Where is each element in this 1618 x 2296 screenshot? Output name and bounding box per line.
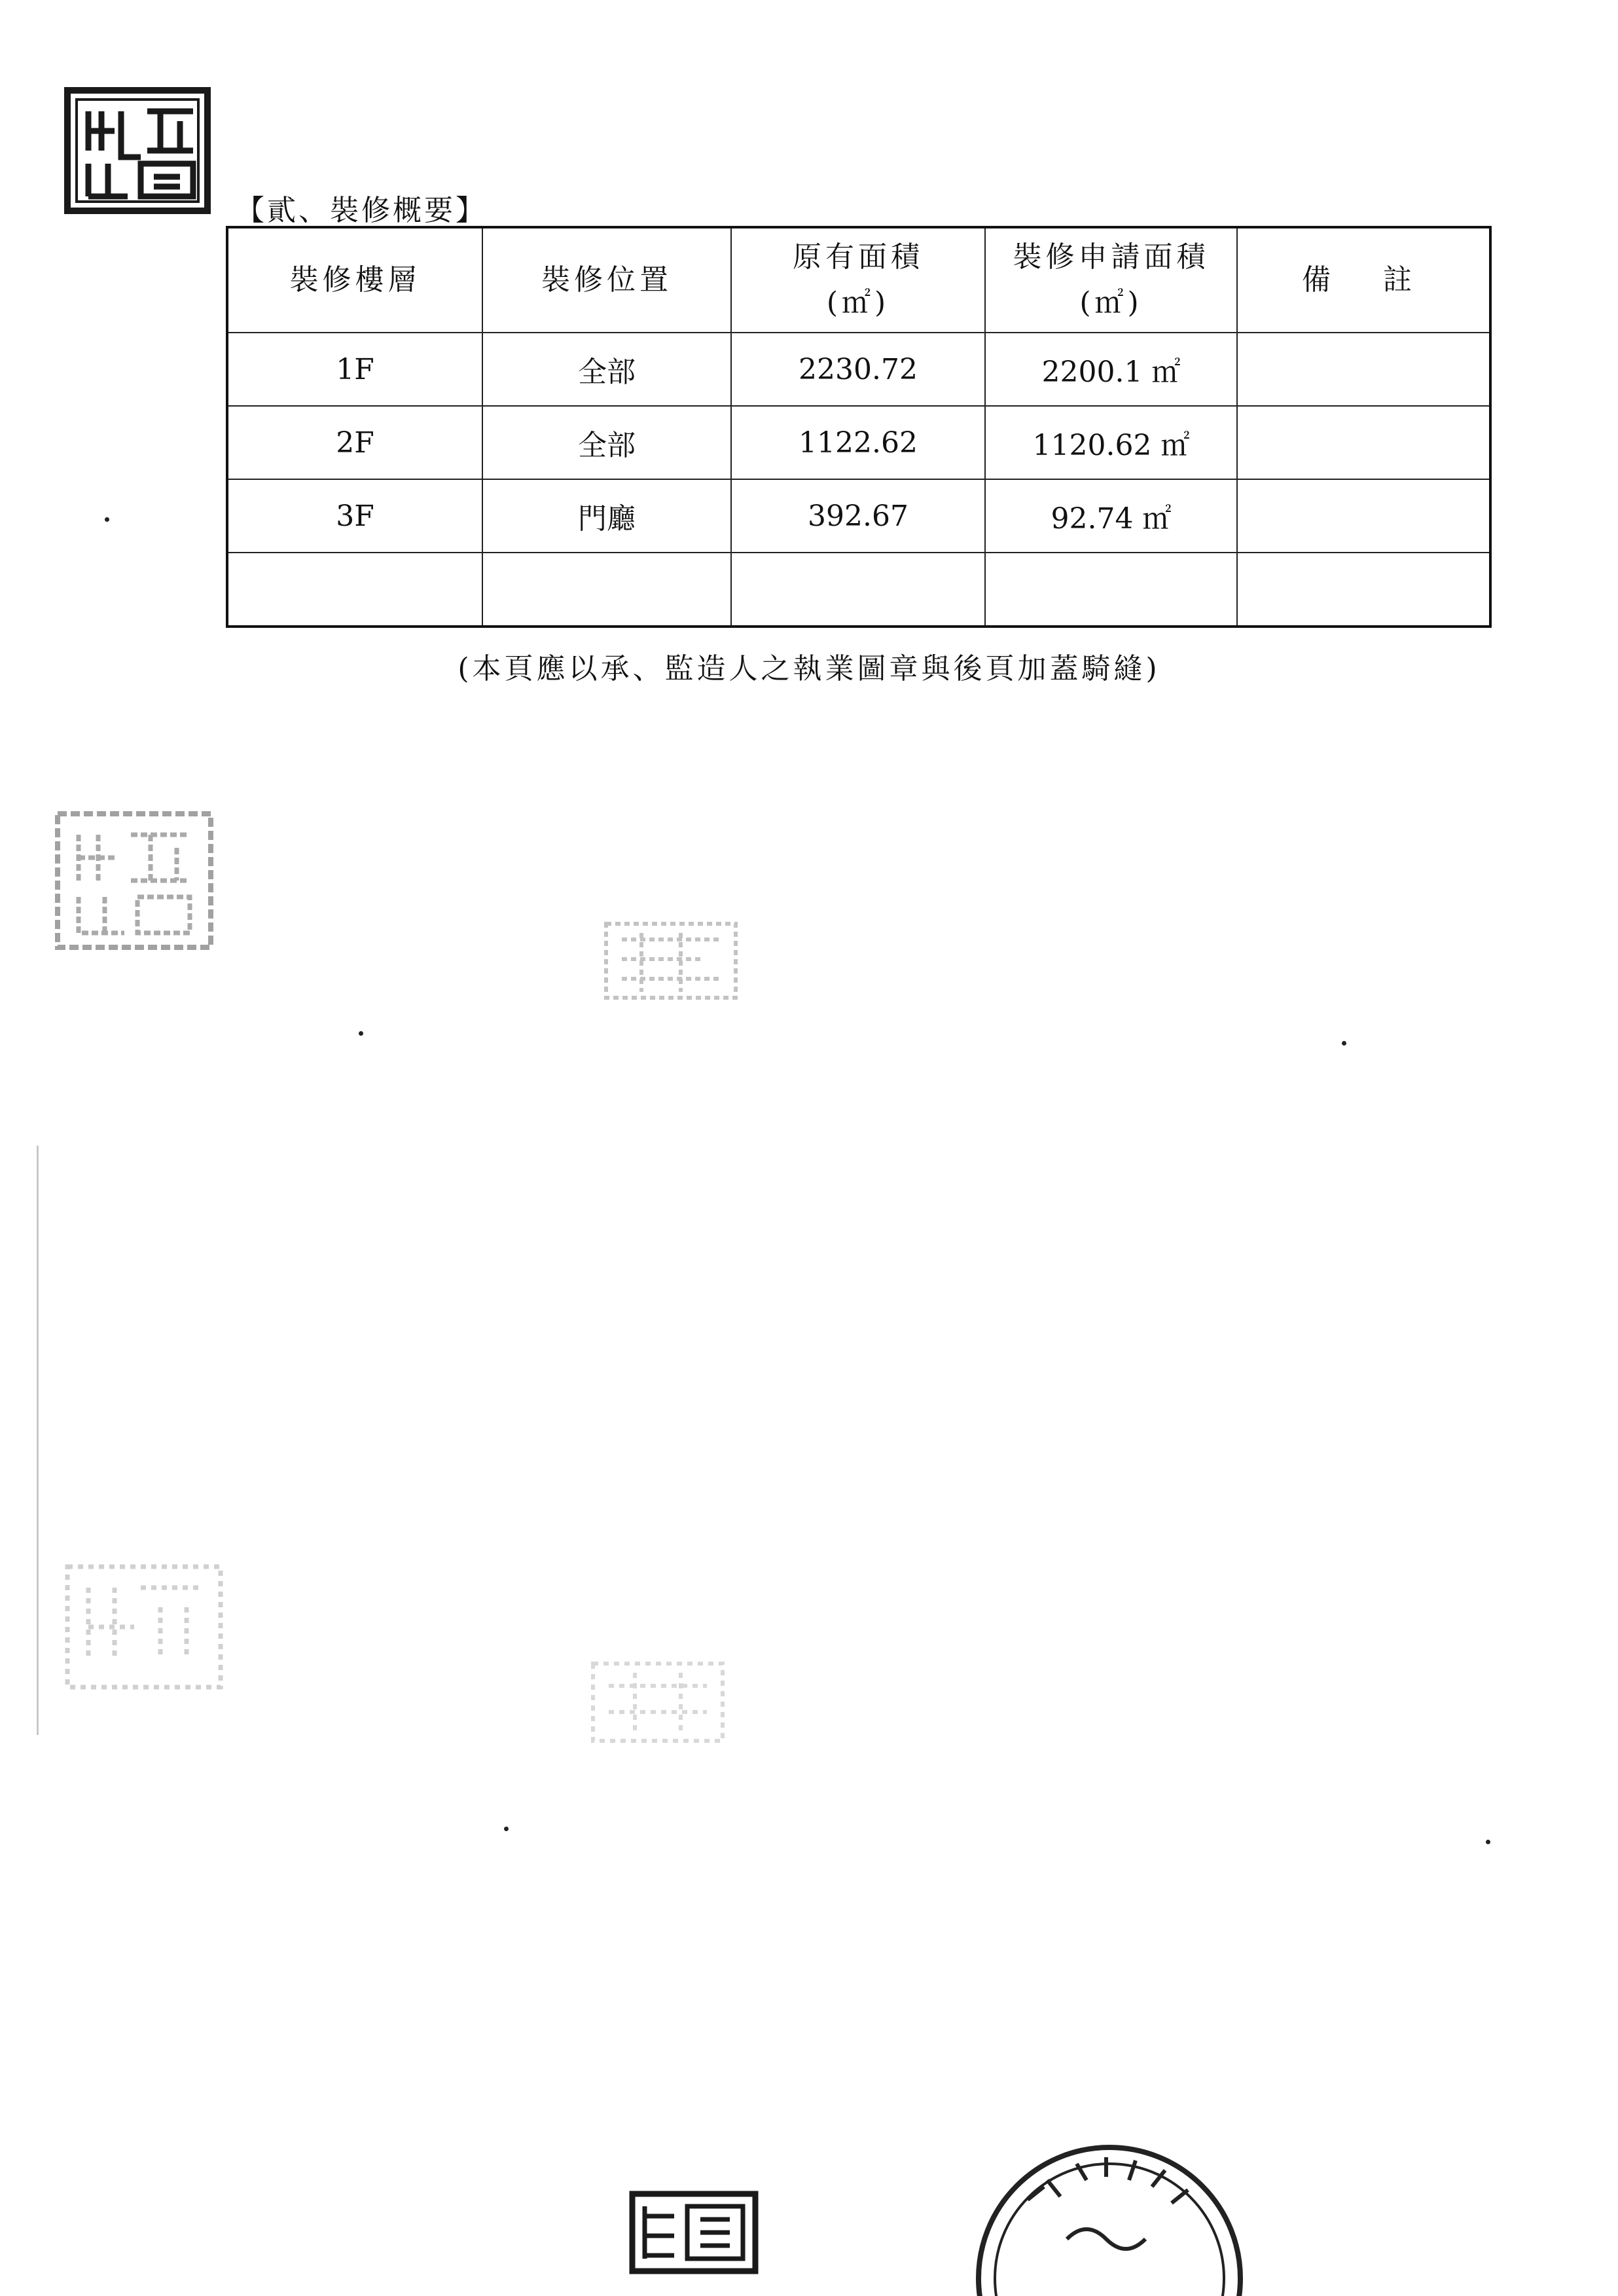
- seal-stamp-bottom: [628, 2190, 759, 2275]
- scan-speck: [504, 1827, 509, 1831]
- cell-location: 門廳: [482, 479, 731, 553]
- cell-applied-area: [985, 553, 1237, 627]
- cell-original-area: 2230.72: [731, 333, 985, 406]
- cell-original-area: 1122.62: [731, 406, 985, 479]
- cell-applied-area: 1120.62 ㎡: [985, 406, 1237, 479]
- table-header-row: [227, 227, 1490, 333]
- cell-applied-area: 2200.1 ㎡: [985, 333, 1237, 406]
- seal-stamp-top-left: [62, 85, 213, 216]
- cell-remarks: [1237, 406, 1490, 479]
- round-company-seal: [969, 2108, 1250, 2296]
- seal-stamp-faded-left-1: [52, 809, 216, 953]
- seam-seal-note: (本頁應以承、監造人之執業圖章與後頁加蓋騎縫): [458, 652, 1160, 685]
- cell-remarks: [1237, 553, 1490, 627]
- header-remarks: 備註: [1237, 227, 1490, 333]
- cell-location: 全部: [482, 406, 731, 479]
- table-row: [227, 479, 1490, 553]
- table-row: [227, 333, 1490, 406]
- header-applied-area: 裝修申請面積 (㎡): [985, 227, 1237, 333]
- cell-floor: 2F: [227, 406, 482, 479]
- cell-original-area: 392.67: [731, 479, 985, 553]
- scan-speck: [105, 517, 109, 522]
- header-location: 裝修位置: [482, 227, 731, 333]
- cell-floor: 1F: [227, 333, 482, 406]
- seal-stamp-faded-center-2: [589, 1660, 727, 1745]
- header-original-area: 原有面積 (㎡): [731, 227, 985, 333]
- cell-remarks: [1237, 479, 1490, 553]
- cell-location: 全部: [482, 333, 731, 406]
- header-floor: 裝修樓層: [227, 227, 482, 333]
- cell-floor: [227, 553, 482, 627]
- cell-applied-area: 92.74 ㎡: [985, 479, 1237, 553]
- cell-location: [482, 553, 731, 627]
- seal-stamp-faded-left-2: [62, 1561, 226, 1692]
- renovation-summary-table: [226, 226, 1492, 628]
- scan-speck: [1342, 1041, 1346, 1046]
- table-row-empty: [227, 553, 1490, 627]
- table-row: [227, 406, 1490, 479]
- seal-stamp-faded-center-1: [602, 920, 740, 1002]
- scan-edge-line: [37, 1146, 39, 1735]
- scan-speck: [359, 1031, 363, 1036]
- scan-speck: [1486, 1840, 1490, 1844]
- cell-floor: 3F: [227, 479, 482, 553]
- cell-original-area: [731, 553, 985, 627]
- cell-remarks: [1237, 333, 1490, 406]
- section-title: 【貳、裝修概要】: [236, 194, 487, 227]
